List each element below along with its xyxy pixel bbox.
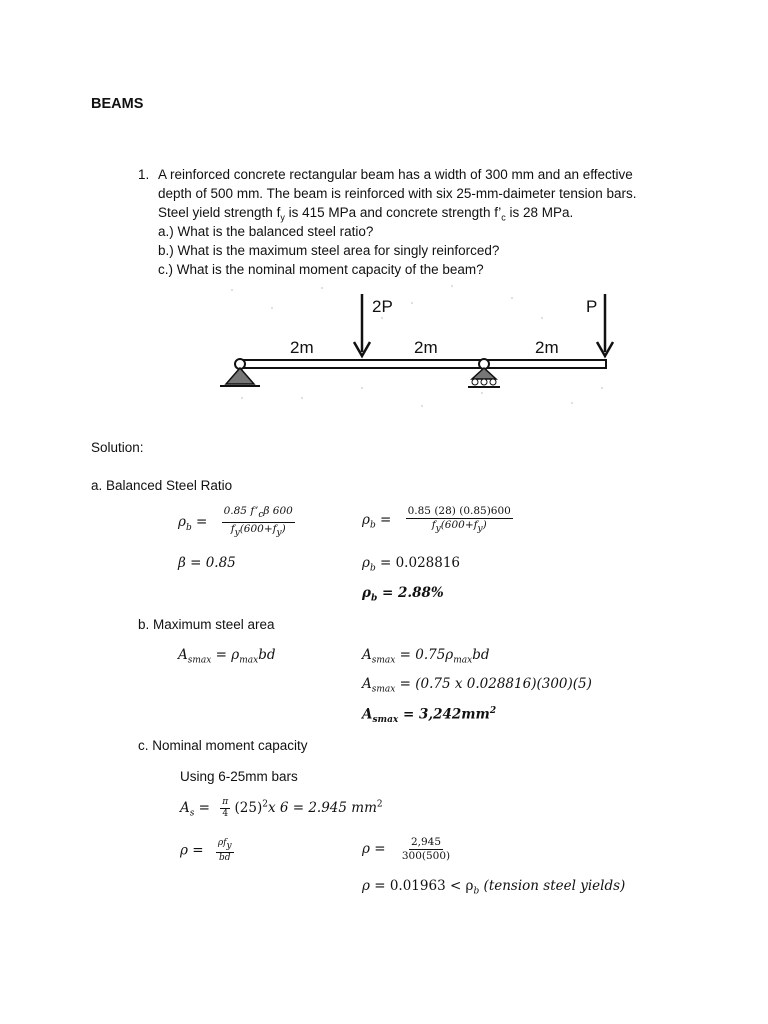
section-b-title: b. Maximum steel area bbox=[138, 617, 275, 632]
as-area-formula: $A_s$ = $\frac{\pi}{4}$ $(25)^2x$ 6 = 2.945 $mm^2$ bbox=[180, 797, 383, 819]
rho-b-result: $\rho_b = 2.88\%$ bbox=[362, 585, 444, 604]
as-max-step-2: $A_{smax} = (0.75$ x 0.028816)(300)(5) bbox=[362, 676, 592, 695]
rho-substituted: ρ = $\frac{2,945}{300(500)}$ bbox=[362, 836, 451, 862]
rho-b-formula: $\rho_b$ = $\frac{0.85 f’_c\beta 600}{f_y(600+f_y)}$ bbox=[178, 505, 293, 539]
rho-result: $\rho = 0.01963 < \rho_b$ (tension steel yields) bbox=[362, 878, 626, 897]
section-c-title: c. Nominal moment capacity bbox=[138, 738, 308, 753]
using-bars-text: Using 6-25mm bars bbox=[180, 769, 298, 784]
span-label-3: 2m bbox=[535, 338, 559, 357]
question-b: b.) What is the maximum steel area for singly reinforced? bbox=[158, 243, 500, 258]
span-label-1: 2m bbox=[290, 338, 314, 357]
as-max-result: $A_{smax} = 3,242mm^2$ bbox=[362, 706, 497, 726]
rho-b-substituted: $\rho_b$ = $\frac{0.85 (28) (0.85)600}{f_y(600+f_y)}$ bbox=[362, 505, 511, 535]
problem-line-3: Steel yield strength $f_y$ is 415 MPa and concrete strength $f’_c$ is 28 MPa. bbox=[158, 205, 574, 223]
question-c: c.) What is the nominal moment capacity of the beam? bbox=[158, 262, 484, 277]
page-title: BEAMS bbox=[91, 96, 144, 112]
problem-line-2: depth of 500 mm. The beam is reinforced with six 25-mm-daimeter tension bars. bbox=[158, 186, 637, 201]
as-max-formula: $A_{smax} = \rho_{max}bd$ bbox=[178, 647, 276, 666]
load-p-label: P bbox=[586, 297, 598, 316]
question-a: a.) What is the balanced steel ratio? bbox=[158, 224, 374, 239]
load-2p-label: 2P bbox=[372, 297, 393, 316]
load-2p-arrow bbox=[354, 294, 370, 356]
beam-diagram bbox=[212, 278, 622, 418]
span-label-2: 2m bbox=[414, 338, 438, 357]
section-a-title: a. Balanced Steel Ratio bbox=[91, 478, 233, 493]
rho-formula: ρ = $\frac{\rho f_y}{bd}$ bbox=[180, 838, 232, 863]
load-p-arrow bbox=[597, 294, 613, 356]
beta-value: β = 0.85 bbox=[178, 555, 236, 571]
as-max-step-1: $A_{smax} = 0.75\rho_{max}bd$ bbox=[362, 647, 490, 666]
problem-number: 1. bbox=[138, 167, 150, 182]
beam bbox=[240, 360, 606, 368]
problem-line-1: A reinforced concrete rectangular beam has a width of 300 mm and an effective bbox=[158, 167, 633, 182]
rho-b-value: $\rho_b = 0.028816$ bbox=[362, 555, 461, 574]
solution-label: Solution: bbox=[91, 440, 144, 455]
